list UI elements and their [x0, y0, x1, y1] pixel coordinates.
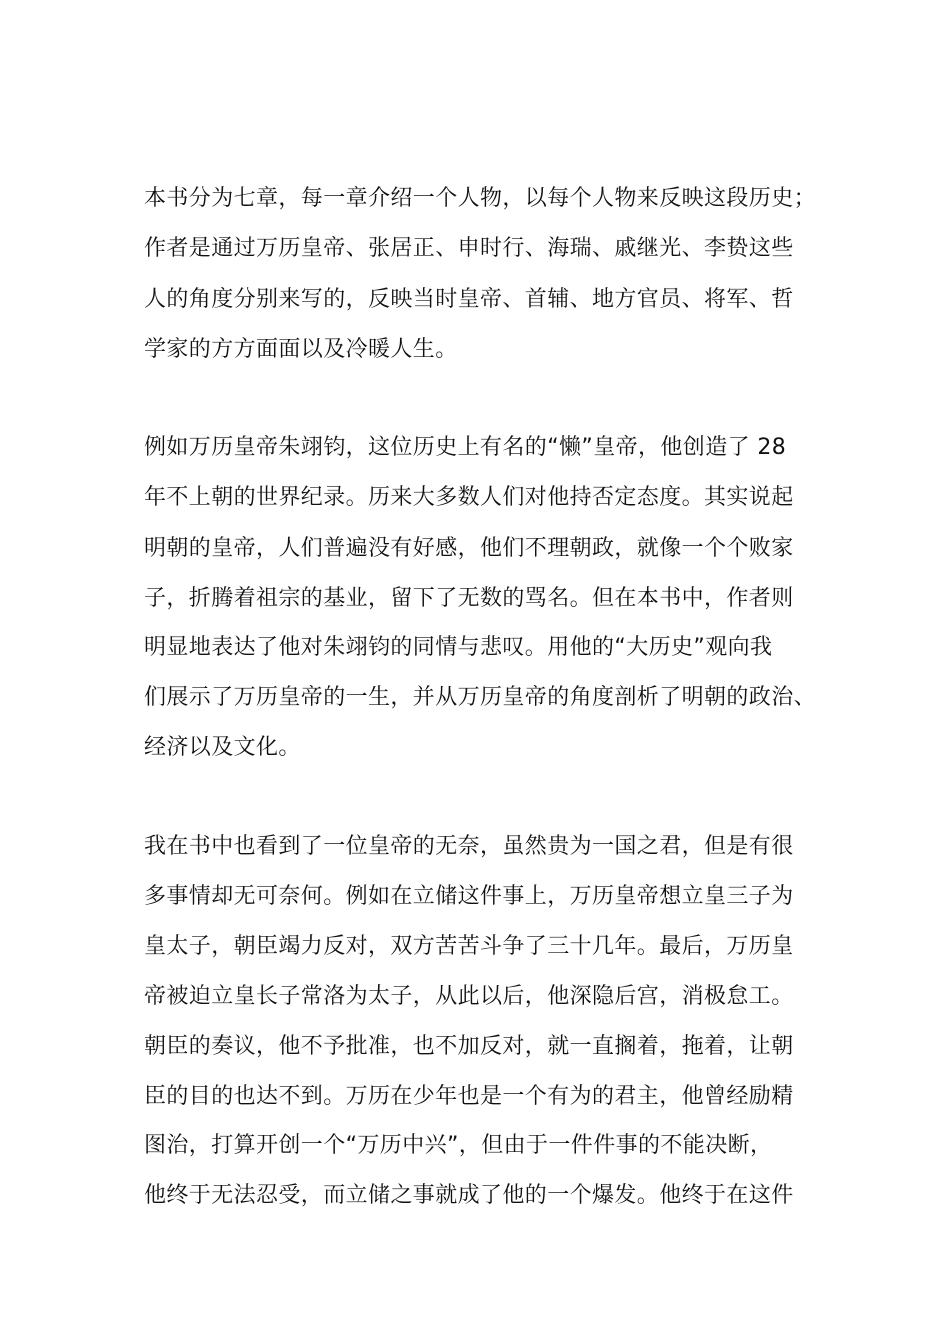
text-line: 经济以及文化。 [144, 735, 301, 760]
text-line: 多事情却无可奈何。例如在立储这件事上，万历皇帝想立皇三子为 [144, 884, 794, 909]
text-line: 我在书中也看到了一位皇帝的无奈，虽然贵为一国之君，但是有很 [144, 834, 794, 859]
text-line: 们展示了万历皇帝的一生，并从万历皇帝的角度剖析了明朝的政治、 [144, 685, 817, 710]
text-line: 图治，打算开创一个“万历中兴”，但由于一件件事的不能决断， [144, 1133, 773, 1158]
text-line: 年不上朝的世界纪录。历来大多数人们对他持否定态度。其实说起 [144, 485, 794, 510]
text-line: 帝被迫立皇长子常洛为太子，从此以后，他深隐后宫，消极怠工。 [144, 984, 794, 1009]
text-line: 作者是通过万历皇帝、张居正、申时行、海瑞、戚继光、李贽这些 [144, 236, 794, 261]
text-line: 明朝的皇帝，人们普遍没有好感，他们不理朝政，就像一个个败家 [144, 536, 794, 561]
text-line: 朝臣的奏议，他不予批准，也不加反对，就一直搁着，拖着，让朝 [144, 1034, 794, 1059]
text-line: 皇太子，朝臣竭力反对，双方苦苦斗争了三十几年。最后，万历皇 [144, 934, 794, 959]
text-line: 例如万历皇帝朱翊钧，这位历史上有名的“懒”皇帝，他创造了 28 [144, 435, 787, 460]
text-line: 子，折腾着祖宗的基业，留下了无数的骂名。但在本书中，作者则 [144, 586, 794, 611]
text-line: 学家的方方面面以及冷暖人生。 [144, 337, 458, 362]
text-line: 臣的目的也达不到。万历在少年也是一个有为的君主，他曾经励精 [144, 1084, 794, 1109]
text-line: 他终于无法忍受，而立储之事就成了他的一个爆发。他终于在这件 [144, 1183, 794, 1208]
text-line: 明显地表达了他对朱翊钧的同情与悲叹。用他的“大历史”观向我 [144, 635, 773, 660]
text-line: 本书分为七章，每一章介绍一个人物，以每个人物来反映这段历史； [144, 186, 817, 211]
text-line: 人的角度分别来写的，反映当时皇帝、首辅、地方官员、将军、哲 [144, 287, 794, 312]
